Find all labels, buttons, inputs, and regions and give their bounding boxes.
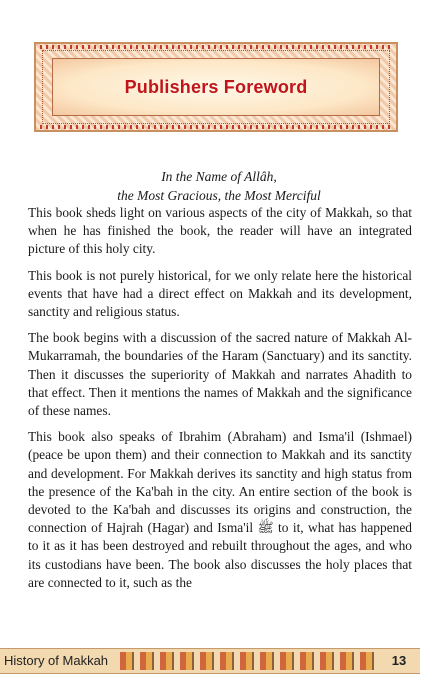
- paragraph-1: This book sheds light on various aspects of the city of Makkah, so that when he has finished the book, the reader will have an integrated picture of this holy city.: [28, 205, 412, 257]
- title-frame: [34, 42, 398, 132]
- invocation-line-1: In the Name of Allâh,: [161, 169, 277, 184]
- paragraph-2: This book is not purely historical, for we only relate here the historical events that have had a direct effect on Makkah and its development, sanctity and religious status.: [28, 267, 412, 320]
- ornament-border-bottom: [40, 125, 392, 129]
- title-panel: [52, 58, 380, 116]
- page-number: 13: [391, 653, 407, 668]
- footer-book-title: History of Makkah: [4, 653, 109, 668]
- body-text: [28, 204, 412, 600]
- invocation: [40, 167, 398, 205]
- footer-ornament: [120, 652, 375, 670]
- paragraph-3: The book begins with a discussion of the sacred nature of Makkah Al-Mukarramah, the boundaries of the Haram (Sanctuary) and its sanctity. Then it discusses the superiority of Makkah and narrates Ahadith to that effect. Then it mentions the names of Makkah and the significance of these names.: [28, 330, 412, 419]
- ornament-border-top: [40, 45, 392, 49]
- invocation-line-2: the Most Gracious, the Most Merciful: [117, 188, 321, 203]
- paragraph-4: This book also speaks of Ibrahim (Abraham) and Isma'il (Ishmael) (peace be upon them) and their connection to Makkah and its sanctity and development. For Makkah derives its sanctity and high status from the presence of the Ka'bah in the city. An entire section of the book is devoted to the Ka'bah and discusses its origins and construction, the connection of Hajrah (Hagar) and Isma'il ﷺ to it, what has happened to it as it has been destroyed and rebuilt throughout the ages, and who its custodians have been. The book also discusses the holy places that are connected to it, such as the: [28, 429, 412, 590]
- page-title: Publishers Foreword: [124, 76, 308, 97]
- page-footer: [0, 648, 420, 674]
